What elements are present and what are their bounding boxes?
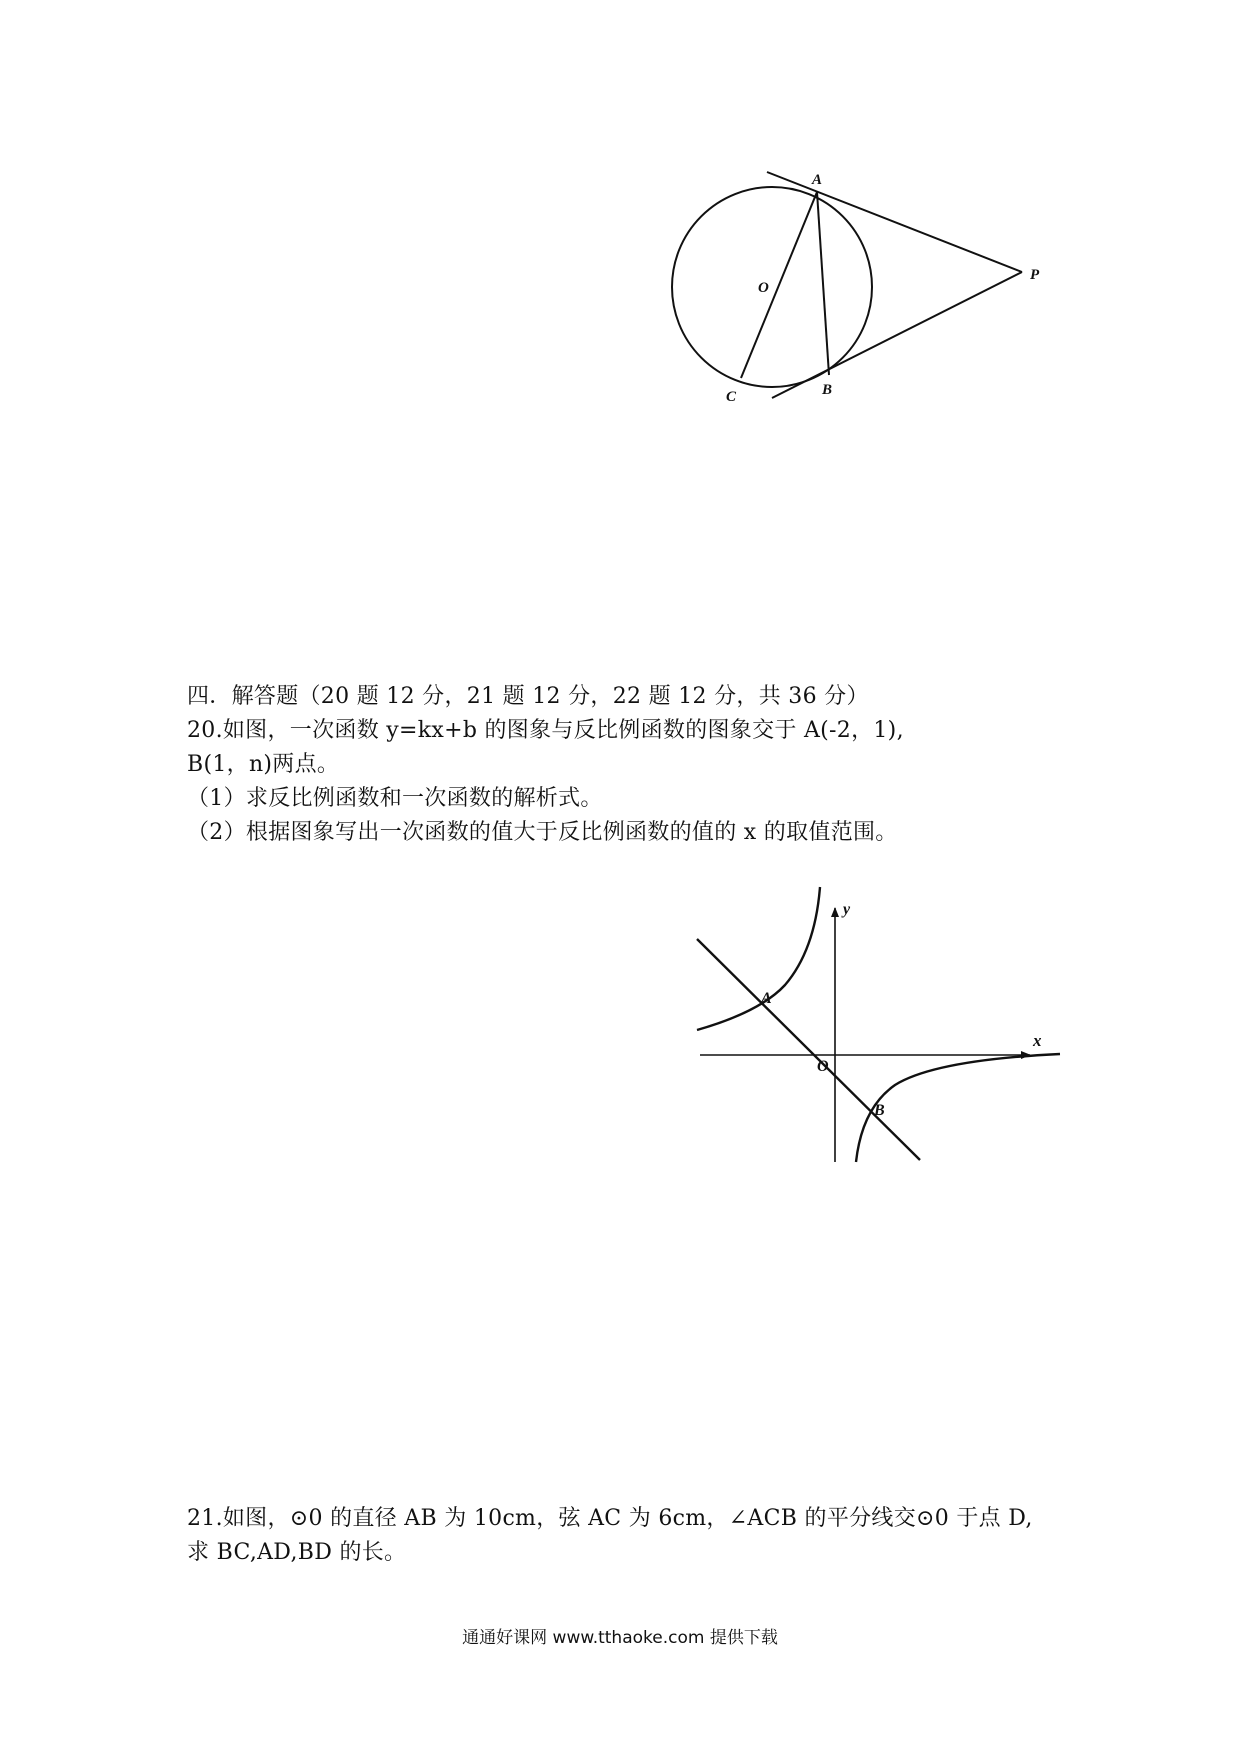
label-o-origin: O <box>817 1058 829 1075</box>
q21-line1: 21.如图，⊙0 的直径 AB 为 10cm，弦 AC 为 6cm，∠ACB 的平分线交⊙0 于点 D, <box>187 1506 1033 1531</box>
footer-text: 通通好课网 www.tthaoke.com 提供下载 <box>462 1628 778 1648</box>
q21-line2: 求 BC,AD,BD 的长。 <box>187 1540 407 1565</box>
chord-ab <box>817 192 829 375</box>
tangent-pb <box>772 272 1022 398</box>
label-a: A <box>812 172 823 188</box>
label-a-point: A <box>761 990 772 1007</box>
function-graph-figure <box>690 880 1090 1180</box>
label-c: C <box>726 389 737 405</box>
q20-line2: B(1，n)两点。 <box>187 752 340 777</box>
q20-part2: （2）根据图象写出一次函数的值大于反比例函数的值的 x 的取值范围。 <box>187 820 898 845</box>
diameter-ac <box>741 192 817 378</box>
label-y: y <box>843 901 851 918</box>
label-b: B <box>822 382 833 398</box>
label-b-point: B <box>874 1102 885 1119</box>
circle-o <box>672 187 872 387</box>
line-y-kx-b <box>697 939 920 1160</box>
label-p: P <box>1030 267 1040 283</box>
section-heading: 四．解答题（20 题 12 分，21 题 12 分，22 题 12 分，共 36 分） <box>187 684 869 709</box>
label-x: x <box>1033 1031 1042 1050</box>
q20-part1: （1）求反比例函数和一次函数的解析式。 <box>187 786 603 811</box>
label-o: O <box>758 280 769 296</box>
hyperbola-branch-right <box>856 1054 1060 1162</box>
circle-tangent-figure <box>660 160 1080 420</box>
q20-line1: 20.如图，一次函数 y=kx+b 的图象与反比例函数的图象交于 A(-2，1), <box>187 718 904 743</box>
